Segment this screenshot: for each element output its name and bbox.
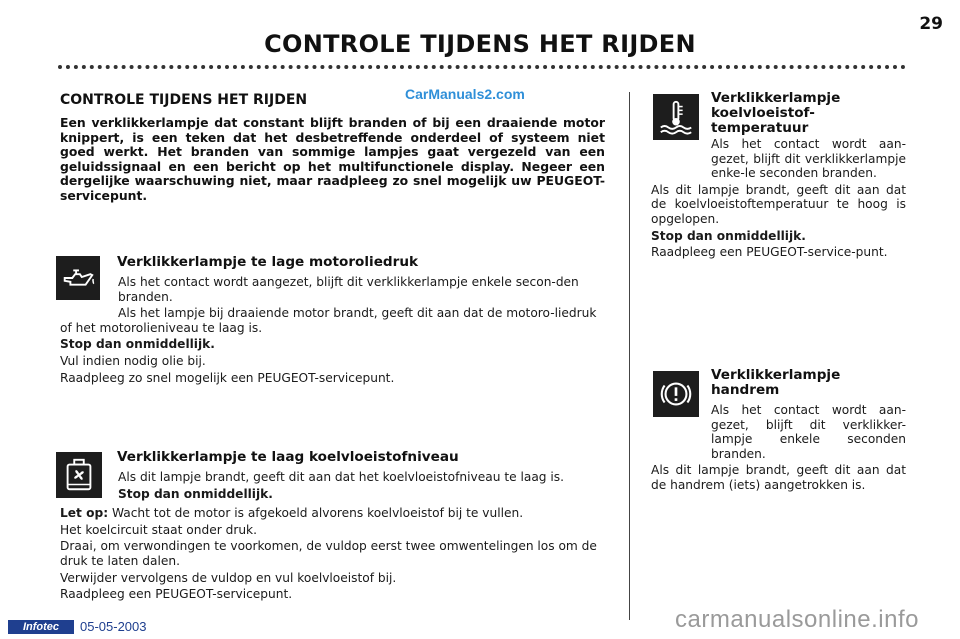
coolant-level-letop [60, 506, 605, 521]
page-number: 29 [919, 14, 943, 34]
intro-title: CONTROLE TIJDENS HET RIJDEN [60, 92, 308, 108]
watermark-top[interactable]: CarManuals2.com [405, 86, 525, 102]
coolant-temp-body [651, 137, 906, 260]
coolant-level-text-4: Verwijder vervolgens de vuldop en vul koelvloeistof bij. [60, 570, 397, 585]
column-divider [629, 92, 630, 620]
page-title: CONTROLE TIJDENS HET RIJDEN [264, 30, 696, 58]
coolant-level-text-5: Raadpleeg een PEUGEOT-servicepunt. [60, 587, 293, 602]
footer-date: 05-05-2003 [80, 619, 147, 634]
intro-text: Een verklikkerlampje dat constant blijft branden of bij een draaiende motor knippert, is een teken dat het desbetreffende onderdeel of systeem niet goed werkt. Het branden van sommige lampjes gaat vergezeld van een geluidssignaal en een bericht op het multifunctionele display. Negeer een dergelijke waarschuwing niet, maar raadpleeg zo snel mogelijk uw PEUGEOT-servicepunt. [60, 115, 605, 203]
handbrake-text-2: Als dit lampje brandt, geeft dit aan dat de handrem (iets) aangetrokken is. [651, 463, 906, 492]
letop-text: Wacht tot de motor is afgekoeld alvorens koelvloeistof bij te vullen. [108, 506, 524, 521]
coolant-level-text-1: Als dit lampje brandt, geeft dit aan dat het koelvloeistofniveau te laag is. [118, 470, 565, 484]
oil-text-3: Vul indien nodig olie bij. [60, 353, 206, 368]
oil-text-1: Als het contact wordt aangezet, blijft dit verklikkerlampje enkele secon-den branden. [118, 275, 579, 304]
handbrake-body [651, 403, 906, 493]
oil-warning-title: Verklikkerlampje te lage motoroliedruk [117, 254, 419, 270]
letop-label: Let op: [60, 506, 109, 521]
coolant-level-text-3: Draai, om verwondingen te voorkomen, de vuldop eerst twee omwentelingen los om de druk te laten dalen. [60, 539, 597, 568]
coolant-temp-text-3: Raadpleeg een PEUGEOT-service-punt. [651, 245, 888, 260]
coolant-temp-stop-text: Stop dan onmiddellijk. [651, 228, 806, 243]
handbrake-title: Verklikkerlampje handrem [711, 367, 841, 398]
watermark-bottom[interactable]: carmanualsonline.info [675, 606, 919, 633]
oil-text-2: Als het lampje bij draaiende motor brandt, geeft dit aan dat de motoro-liedruk of het motorolieniveau te laag is. [60, 306, 597, 335]
oil-text-4: Raadpleeg zo snel mogelijk een PEUGEOT-servicepunt. [60, 370, 395, 385]
coolant-level-text-2: Het koelcircuit staat onder druk. [60, 522, 257, 537]
header-divider [58, 65, 906, 69]
infotec-badge: Infotec [8, 620, 74, 634]
coolant-temp-text-2: Als dit lampje brandt, geeft dit aan dat de koelvloeistoftemperatuur te hoog is opgelopen. [651, 182, 906, 226]
coolant-temp-warning-icon [653, 94, 699, 140]
coolant-temp-text-1: Als het contact wordt aan-gezet, blijft dit verklikkerlampje enke-le seconden branden. [711, 137, 906, 181]
coolant-level-body [60, 470, 605, 602]
handbrake-text-1: Als het contact wordt aan-gezet, blijft dit verklikker-lampje enkele seconden branden. [711, 403, 906, 461]
coolant-temp-title: Verklikkerlampje koelvloeistof-temperatuur [711, 90, 841, 136]
oil-stop-text: Stop dan onmiddellijk. [60, 337, 215, 352]
coolant-level-title: Verklikkerlampje te laag koelvloeistofniveau [117, 449, 459, 465]
coolant-temperature-icon [657, 98, 695, 136]
oil-warning-body [60, 275, 605, 385]
coolant-level-stop-text: Stop dan onmiddellijk. [118, 486, 273, 501]
